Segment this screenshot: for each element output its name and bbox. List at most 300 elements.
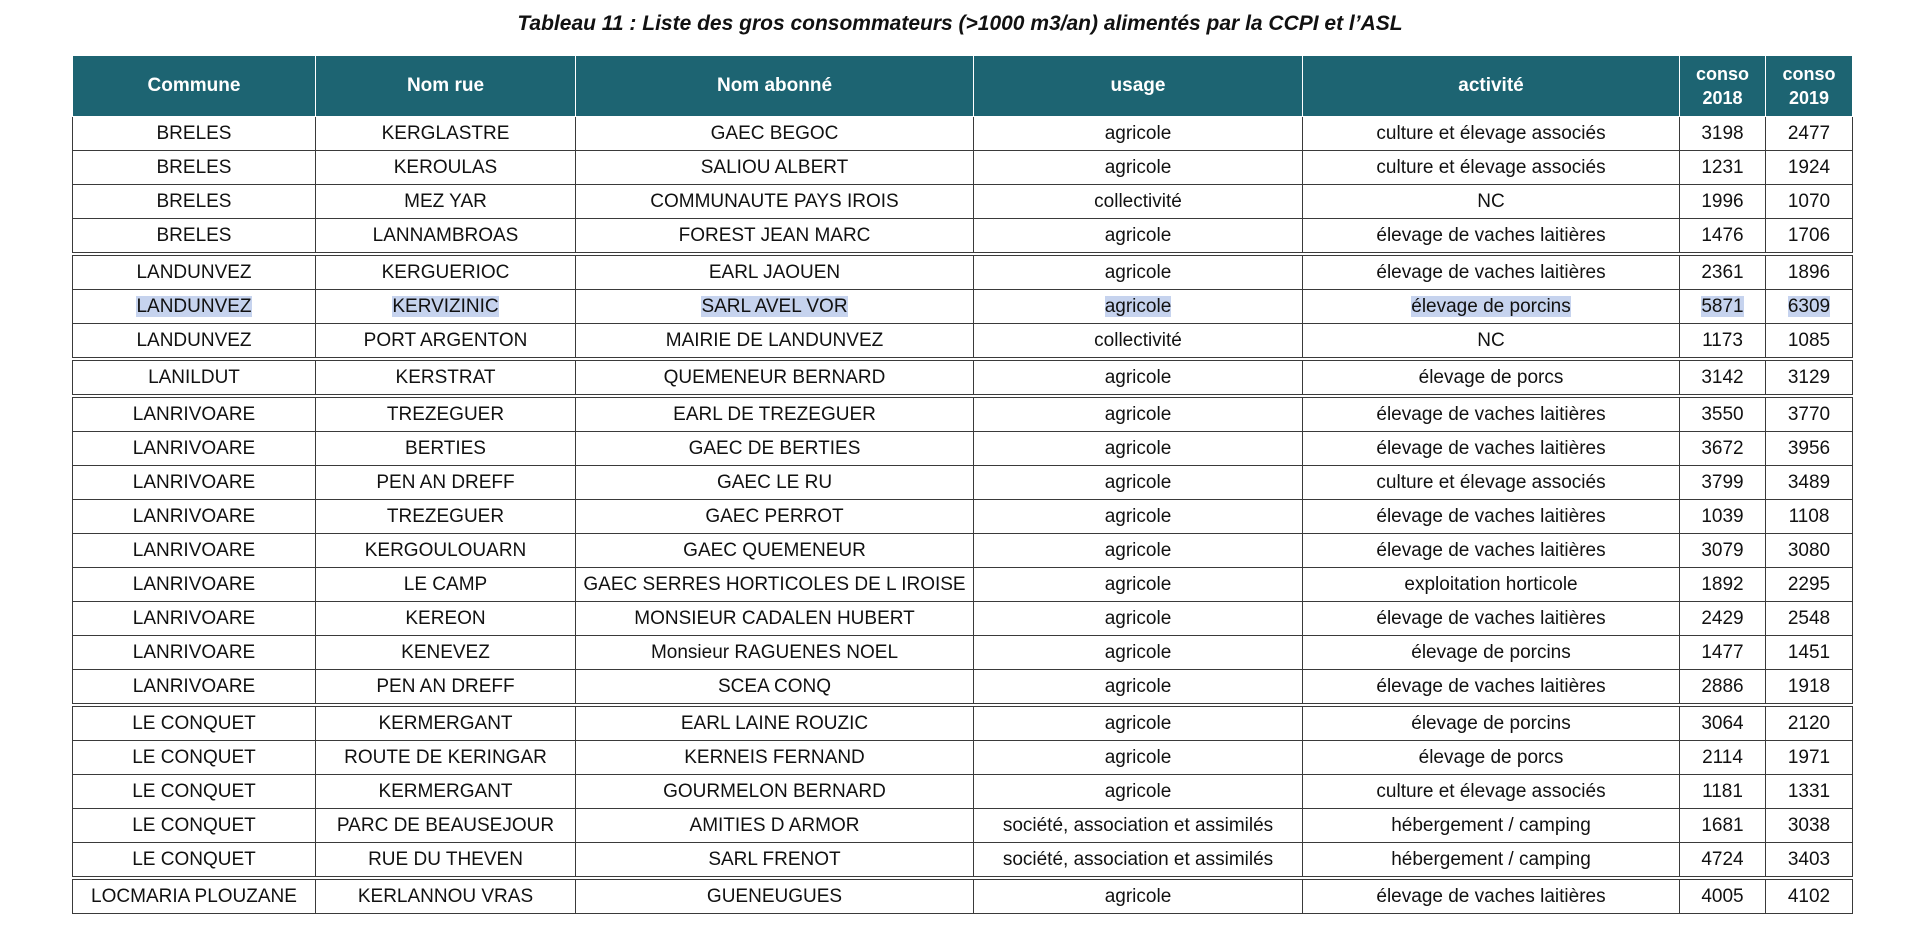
table-row [73, 359, 1853, 396]
conso-2019-cell [1766, 432, 1853, 466]
table-row [73, 432, 1853, 466]
activite-cell [1303, 670, 1680, 706]
cell-text: KERMERGANT [378, 712, 513, 734]
cell-text: 3489 [1787, 471, 1831, 493]
nom-abonne-cell [576, 741, 974, 775]
nom-rue-cell [316, 219, 576, 255]
cell-text: GAEC DE BERTIES [688, 437, 861, 459]
commune-cell [73, 254, 316, 290]
cell-text: agricole [1104, 122, 1172, 144]
nom-abonne-cell [576, 466, 974, 500]
cell-text: agricole [1104, 295, 1172, 317]
cell-text: BRELES [156, 156, 232, 178]
usage-cell [974, 117, 1303, 151]
nom-abonne-cell [576, 151, 974, 185]
activite-cell [1303, 151, 1680, 185]
cell-text: 4005 [1701, 885, 1744, 907]
table-caption: Tableau 11 : Liste des gros consommateurs (>1000 m3/an) alimentés par la CCPI et l’ASL [517, 12, 1403, 35]
cell-text: TREZEGUER [386, 403, 505, 425]
usage-cell [974, 290, 1303, 324]
cell-text: 1331 [1787, 780, 1831, 802]
usage-cell [974, 432, 1303, 466]
activite-cell [1303, 466, 1680, 500]
cell-text: KERNEIS FERNAND [684, 746, 865, 768]
table-row [73, 500, 1853, 534]
cell-text: hébergement / camping [1391, 814, 1591, 836]
usage-cell [974, 254, 1303, 290]
table-row [73, 185, 1853, 219]
cell-text: élevage de porcins [1411, 712, 1571, 734]
cell-text: GUENEUGUES [706, 885, 843, 907]
cell-text: 3956 [1787, 437, 1831, 459]
cell-text: PORT ARGENTON [363, 329, 528, 351]
usage-cell [974, 396, 1303, 432]
cell-text: élevage de porcs [1418, 746, 1564, 768]
conso-2018-cell [1680, 705, 1766, 741]
cell-text: 1896 [1787, 261, 1831, 283]
cell-text: 3129 [1787, 366, 1831, 388]
cell-text: 1108 [1788, 505, 1830, 527]
usage-cell [974, 151, 1303, 185]
cell-text: ROUTE DE KERINGAR [344, 746, 547, 768]
cell-text: KERGOULOUARN [364, 539, 527, 561]
cell-text: 1181 [1702, 780, 1743, 802]
nom-abonne-cell [576, 359, 974, 396]
cell-text: KEROULAS [393, 156, 498, 178]
conso-2018-cell [1680, 568, 1766, 602]
conso-2019-cell [1766, 185, 1853, 219]
conso-2019-cell [1766, 741, 1853, 775]
nom-rue-cell [316, 670, 576, 706]
cell-text: 1231 [1701, 156, 1744, 178]
nom-rue-cell [316, 809, 576, 843]
cell-text: NC [1477, 329, 1505, 351]
activite-cell [1303, 534, 1680, 568]
nom-abonne-cell [576, 185, 974, 219]
conso-2018-cell [1680, 741, 1766, 775]
cell-text: LE CAMP [403, 573, 488, 595]
cell-text: 3550 [1701, 403, 1744, 425]
cell-text: 3672 [1701, 437, 1744, 459]
commune-cell [73, 290, 316, 324]
header-nom-abonne: Nom abonné [576, 56, 974, 117]
commune-cell [73, 741, 316, 775]
nom-abonne-cell [576, 602, 974, 636]
table-row [73, 843, 1853, 879]
commune-cell [73, 500, 316, 534]
usage-cell [974, 534, 1303, 568]
cell-text: agricole [1104, 641, 1172, 663]
table-row [73, 396, 1853, 432]
cell-text: 3064 [1701, 712, 1744, 734]
activite-cell [1303, 741, 1680, 775]
header-row [73, 56, 1853, 117]
conso-2019-cell [1766, 843, 1853, 879]
table-row [73, 466, 1853, 500]
cell-text: 1476 [1701, 224, 1744, 246]
cell-text: 1039 [1701, 505, 1744, 527]
conso-2019-cell [1766, 534, 1853, 568]
header-conso-2018-line2: 2018 [1702, 88, 1743, 108]
activite-cell [1303, 878, 1680, 914]
cell-text: LANRIVOARE [132, 437, 256, 459]
commune-cell [73, 670, 316, 706]
table-row [73, 670, 1853, 706]
nom-rue-cell [316, 636, 576, 670]
header-conso-2018 [1680, 56, 1766, 117]
usage-cell [974, 359, 1303, 396]
cell-text: NC [1477, 190, 1505, 212]
nom-rue-cell [316, 324, 576, 360]
cell-text: 3799 [1701, 471, 1744, 493]
nom-rue-cell [316, 151, 576, 185]
usage-cell [974, 185, 1303, 219]
commune-cell [73, 396, 316, 432]
cell-text: élevage de vaches laitières [1376, 607, 1606, 629]
header-conso-2018-line1: conso [1695, 64, 1749, 84]
nom-rue-cell [316, 432, 576, 466]
commune-cell [73, 324, 316, 360]
cell-text: RUE DU THEVEN [368, 848, 523, 870]
activite-cell [1303, 432, 1680, 466]
table-row [73, 254, 1853, 290]
cell-text: culture et élevage associés [1376, 156, 1606, 178]
cell-text: LE CONQUET [132, 712, 256, 734]
cell-text: FOREST JEAN MARC [678, 224, 871, 246]
cell-text: élevage de porcins [1411, 641, 1571, 663]
cell-text: 1085 [1787, 329, 1831, 351]
conso-2018-cell [1680, 602, 1766, 636]
table-row [73, 741, 1853, 775]
conso-2019-cell [1766, 324, 1853, 360]
nom-abonne-cell [576, 290, 974, 324]
nom-abonne-cell [576, 219, 974, 255]
cell-text: GOURMELON BERNARD [663, 780, 886, 802]
nom-rue-cell [316, 602, 576, 636]
header-activite: activité [1303, 56, 1680, 117]
cell-text: élevage de vaches laitières [1376, 505, 1606, 527]
cell-text: 4724 [1701, 848, 1744, 870]
activite-cell [1303, 843, 1680, 879]
nom-abonne-cell [576, 670, 974, 706]
cell-text: agricole [1104, 505, 1172, 527]
usage-cell [974, 843, 1303, 879]
cell-text: EARL JAOUEN [708, 261, 841, 283]
activite-cell [1303, 324, 1680, 360]
cell-text: GAEC SERRES HORTICOLES DE L IROISE [583, 573, 966, 595]
table-body [73, 117, 1853, 914]
commune-cell [73, 219, 316, 255]
nom-abonne-cell [576, 636, 974, 670]
usage-cell [974, 670, 1303, 706]
nom-rue-cell [316, 775, 576, 809]
commune-cell [73, 775, 316, 809]
cell-text: Monsieur RAGUENES NOEL [650, 641, 899, 663]
nom-rue-cell [316, 117, 576, 151]
conso-2019-cell [1766, 568, 1853, 602]
nom-rue-cell [316, 290, 576, 324]
cell-text: 3079 [1701, 539, 1744, 561]
conso-2019-cell [1766, 500, 1853, 534]
cell-text: agricole [1104, 366, 1172, 388]
usage-cell [974, 636, 1303, 670]
table-row [73, 219, 1853, 255]
nom-rue-cell [316, 534, 576, 568]
nom-rue-cell [316, 254, 576, 290]
header-conso-2019-line2: 2019 [1788, 88, 1830, 108]
cell-text: 2429 [1701, 607, 1744, 629]
usage-cell [974, 809, 1303, 843]
commune-cell [73, 602, 316, 636]
cell-text: élevage de vaches laitières [1376, 539, 1606, 561]
conso-2019-cell [1766, 359, 1853, 396]
activite-cell [1303, 290, 1680, 324]
conso-2018-cell [1680, 500, 1766, 534]
cell-text: BRELES [156, 190, 232, 212]
cell-text: LANDUNVEZ [136, 261, 252, 283]
cell-text: collectivité [1094, 329, 1182, 351]
activite-cell [1303, 219, 1680, 255]
nom-rue-cell [316, 568, 576, 602]
cell-text: 5871 [1701, 295, 1744, 317]
commune-cell [73, 151, 316, 185]
conso-2018-cell [1680, 534, 1766, 568]
cell-text: élevage de vaches laitières [1376, 885, 1606, 907]
cell-text: LANRIVOARE [132, 403, 256, 425]
nom-abonne-cell [576, 324, 974, 360]
conso-2018-cell [1680, 290, 1766, 324]
table-row [73, 117, 1853, 151]
header-conso-2019 [1766, 56, 1853, 117]
commune-cell [73, 809, 316, 843]
conso-2018-cell [1680, 324, 1766, 360]
nom-rue-cell [316, 185, 576, 219]
conso-2018-cell [1680, 809, 1766, 843]
nom-abonne-cell [576, 254, 974, 290]
cell-text: LANRIVOARE [132, 607, 256, 629]
table-row [73, 568, 1853, 602]
conso-2019-cell [1766, 466, 1853, 500]
nom-abonne-cell [576, 500, 974, 534]
cell-text: SALIOU ALBERT [700, 156, 849, 178]
cell-text: LE CONQUET [132, 848, 256, 870]
commune-cell [73, 636, 316, 670]
nom-abonne-cell [576, 809, 974, 843]
activite-cell [1303, 568, 1680, 602]
nom-rue-cell [316, 878, 576, 914]
cell-text: KENEVEZ [401, 641, 490, 663]
cell-text: 2361 [1701, 261, 1744, 283]
cell-text: TREZEGUER [386, 505, 505, 527]
nom-rue-cell [316, 500, 576, 534]
cell-text: 1971 [1787, 746, 1831, 768]
cell-text: hébergement / camping [1391, 848, 1591, 870]
table-row [73, 775, 1853, 809]
cell-text: 2120 [1787, 712, 1831, 734]
commune-cell [73, 705, 316, 741]
nom-rue-cell [316, 359, 576, 396]
cell-text: 3198 [1701, 122, 1744, 144]
cell-text: agricole [1104, 675, 1172, 697]
usage-cell [974, 741, 1303, 775]
cell-text: SARL FRENOT [708, 848, 841, 870]
cell-text: SCEA CONQ [718, 675, 831, 697]
conso-2018-cell [1680, 219, 1766, 255]
cell-text: LANRIVOARE [132, 539, 256, 561]
cell-text: société, association et assimilés [1002, 814, 1274, 836]
cell-text: KEREON [405, 607, 486, 629]
cell-text: 3770 [1787, 403, 1831, 425]
cell-text: MONSIEUR CADALEN HUBERT [634, 607, 915, 629]
conso-2018-cell [1680, 466, 1766, 500]
conso-2018-cell [1680, 636, 1766, 670]
cell-text: EARL LAINE ROUZIC [680, 712, 869, 734]
conso-2018-cell [1680, 878, 1766, 914]
cell-text: LOCMARIA PLOUZANE [91, 885, 297, 907]
cell-text: PEN AN DREFF [376, 471, 515, 493]
conso-2018-cell [1680, 843, 1766, 879]
conso-2018-cell [1680, 432, 1766, 466]
commune-cell [73, 185, 316, 219]
conso-2019-cell [1766, 602, 1853, 636]
usage-cell [974, 602, 1303, 636]
activite-cell [1303, 636, 1680, 670]
cell-text: 1918 [1787, 675, 1831, 697]
usage-cell [974, 775, 1303, 809]
cell-text: collectivité [1094, 190, 1182, 212]
commune-cell [73, 117, 316, 151]
cell-text: GAEC QUEMENEUR [683, 539, 866, 561]
cell-text: 1070 [1787, 190, 1831, 212]
activite-cell [1303, 117, 1680, 151]
conso-2018-cell [1680, 185, 1766, 219]
consumers-table-wrapper [72, 55, 1852, 914]
cell-text: LANNAMBROAS [372, 224, 519, 246]
activite-cell [1303, 602, 1680, 636]
cell-text: élevage de vaches laitières [1376, 437, 1606, 459]
cell-text: AMITIES D ARMOR [689, 814, 860, 836]
cell-text: agricole [1104, 712, 1172, 734]
conso-2019-cell [1766, 396, 1853, 432]
cell-text: 1477 [1701, 641, 1744, 663]
cell-text: GAEC BEGOC [710, 122, 839, 144]
cell-text: LANRIVOARE [132, 505, 256, 527]
cell-text: élevage de porcs [1418, 366, 1564, 388]
table-row [73, 324, 1853, 360]
activite-cell [1303, 809, 1680, 843]
cell-text: LANRIVOARE [132, 471, 256, 493]
cell-text: KERGLASTRE [381, 122, 510, 144]
cell-text: culture et élevage associés [1376, 122, 1606, 144]
cell-text: élevage de vaches laitières [1376, 261, 1606, 283]
activite-cell [1303, 359, 1680, 396]
nom-abonne-cell [576, 775, 974, 809]
cell-text: LANRIVOARE [132, 573, 256, 595]
conso-2018-cell [1680, 254, 1766, 290]
cell-text: 3403 [1787, 848, 1831, 870]
cell-text: LANDUNVEZ [136, 329, 252, 351]
cell-text: agricole [1104, 573, 1172, 595]
cell-text: PARC DE BEAUSEJOUR [336, 814, 555, 836]
cell-text: agricole [1104, 261, 1172, 283]
table-row [73, 878, 1853, 914]
usage-cell [974, 500, 1303, 534]
nom-rue-cell [316, 396, 576, 432]
conso-2019-cell [1766, 775, 1853, 809]
nom-abonne-cell [576, 705, 974, 741]
cell-text: élevage de porcins [1411, 295, 1571, 317]
cell-text: COMMUNAUTE PAYS IROIS [650, 190, 899, 212]
nom-abonne-cell [576, 534, 974, 568]
cell-text: EARL DE TREZEGUER [673, 403, 876, 425]
cell-text: KERVIZINIC [392, 295, 499, 317]
cell-text: 1681 [1701, 814, 1744, 836]
cell-text: agricole [1104, 156, 1172, 178]
cell-text: LANILDUT [148, 366, 240, 388]
cell-text: agricole [1104, 437, 1172, 459]
nom-rue-cell [316, 705, 576, 741]
conso-2018-cell [1680, 151, 1766, 185]
cell-text: KERSTRAT [395, 366, 496, 388]
cell-text: 4102 [1787, 885, 1831, 907]
cell-text: PEN AN DREFF [376, 675, 515, 697]
cell-text: GAEC LE RU [716, 471, 833, 493]
nom-rue-cell [316, 741, 576, 775]
cell-text: société, association et assimilés [1002, 848, 1274, 870]
commune-cell [73, 432, 316, 466]
cell-text: LANRIVOARE [132, 675, 256, 697]
cell-text: KERGUERIOC [381, 261, 510, 283]
header-usage: usage [974, 56, 1303, 117]
cell-text: 1924 [1787, 156, 1831, 178]
cell-text: LE CONQUET [132, 780, 256, 802]
cell-text: MEZ YAR [404, 190, 487, 212]
conso-2018-cell [1680, 396, 1766, 432]
conso-2019-cell [1766, 705, 1853, 741]
table-row [73, 151, 1853, 185]
activite-cell [1303, 185, 1680, 219]
cell-text: agricole [1104, 885, 1172, 907]
cell-text: agricole [1104, 607, 1172, 629]
cell-text: agricole [1104, 403, 1172, 425]
nom-abonne-cell [576, 878, 974, 914]
activite-cell [1303, 254, 1680, 290]
table-row [73, 809, 1853, 843]
conso-2019-cell [1766, 809, 1853, 843]
conso-2019-cell [1766, 670, 1853, 706]
cell-text: LE CONQUET [132, 746, 256, 768]
usage-cell [974, 219, 1303, 255]
usage-cell [974, 466, 1303, 500]
cell-text: culture et élevage associés [1376, 780, 1606, 802]
commune-cell [73, 568, 316, 602]
commune-cell [73, 466, 316, 500]
cell-text: élevage de vaches laitières [1376, 675, 1606, 697]
cell-text: KERLANNOU VRAS [357, 885, 534, 907]
cell-text: LE CONQUET [132, 814, 256, 836]
cell-text: agricole [1104, 224, 1172, 246]
conso-2018-cell [1680, 775, 1766, 809]
cell-text: MAIRIE DE LANDUNVEZ [665, 329, 884, 351]
table-row [73, 602, 1853, 636]
commune-cell [73, 843, 316, 879]
usage-cell [974, 878, 1303, 914]
cell-text: agricole [1104, 539, 1172, 561]
conso-2019-cell [1766, 290, 1853, 324]
table-row [73, 705, 1853, 741]
cell-text: 1892 [1701, 573, 1744, 595]
cell-text: 1173 [1702, 329, 1743, 351]
